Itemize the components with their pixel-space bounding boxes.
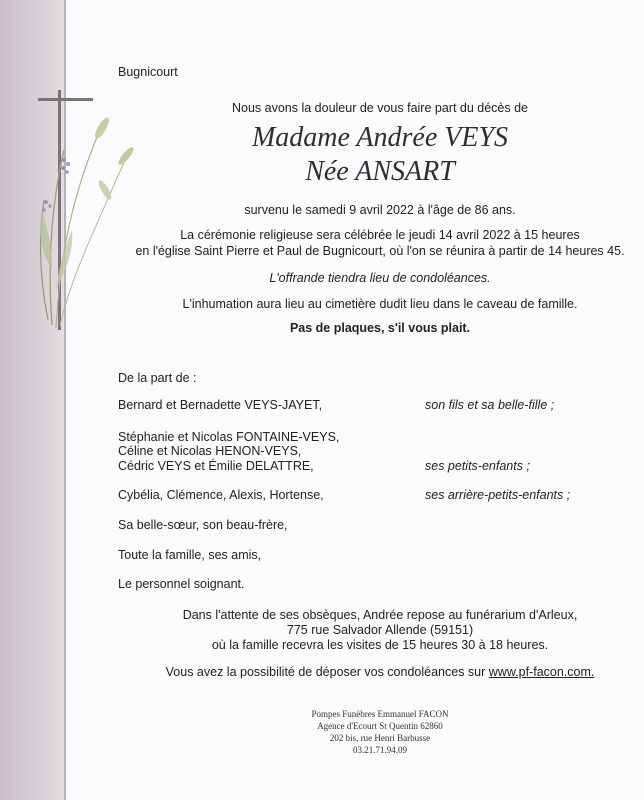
condolences-line [120, 665, 640, 680]
burial-note: L'inhumation aura lieu au cimetière dudit lieu dans le caveau de famille. [182, 297, 578, 311]
no-plaques-note: Pas de plaques, s'il vous plait. [289, 321, 471, 335]
ceremony-line-1: La cérémonie religieuse sera célébrée le jeudi 14 avril 2022 à 15 heures [180, 228, 580, 242]
footer-address: 202 bis, rue Henri Barbusse [329, 733, 431, 743]
footer-phone: 03.21.71.94.09 [353, 745, 407, 755]
relative-names: Le personnel soignant. [118, 577, 245, 591]
relative-role: son fils et sa belle-fille ; [425, 398, 555, 412]
footer-agency: Agence d'Ecourt St Quentin 62860 [317, 721, 443, 731]
death-date-line: survenu le samedi 9 avril 2022 à l'âge de 86 ans. [244, 203, 516, 217]
ceremony-line-2: en l'église Saint Pierre et Paul de Bugnicourt, où l'on se réunira à partir de 14 heures 45. [135, 244, 625, 258]
resting-line-2: 775 rue Salvador Allende (59151) [286, 623, 474, 637]
intro-text: Nous avons la douleur de vous faire part du décès de [231, 101, 529, 115]
condolences-text: Vous avez la possibilité de déposer vos condoléances sur [165, 665, 489, 679]
relative-names: Sa belle-sœur, son beau-frère, [118, 518, 288, 532]
deceased-maiden-name: Née ANSART [305, 156, 455, 187]
condolences-link[interactable]: www.pf-facon.com. [488, 665, 595, 679]
relative-names: Bernard et Bernadette VEYS-JAYET, [118, 398, 323, 412]
footer-company: Pompes Funèbres Emmanuel FACON [311, 709, 449, 719]
deceased-name: Madame Andrée VEYS [251, 122, 509, 153]
offering-note: L'offrande tiendra lieu de condoléances. [269, 271, 491, 285]
relative-role: ses petits-enfants ; [425, 459, 530, 473]
relative-names: Cybélia, Clémence, Alexis, Hortense, [118, 488, 324, 502]
place-name: Bugnicourt [118, 65, 178, 79]
relative-names: Toute la famille, ses amis, [118, 548, 262, 562]
relative-names: Cédric VEYS et Émilie DELATTRE, [118, 459, 314, 473]
relative-names: Céline et Nicolas HENON-VEYS, [118, 444, 302, 458]
resting-line-1: Dans l'attente de ses obsèques, Andrée repose au funérarium d'Arleux, [182, 608, 578, 622]
from-label: De la part de : [118, 371, 197, 385]
relative-names: Stéphanie et Nicolas FONTAINE-VEYS, [118, 430, 340, 444]
resting-line-3: où la famille recevra les visites de 15 heures 30 à 18 heures. [211, 638, 549, 652]
relative-role: ses arrière-petits-enfants ; [425, 488, 571, 502]
